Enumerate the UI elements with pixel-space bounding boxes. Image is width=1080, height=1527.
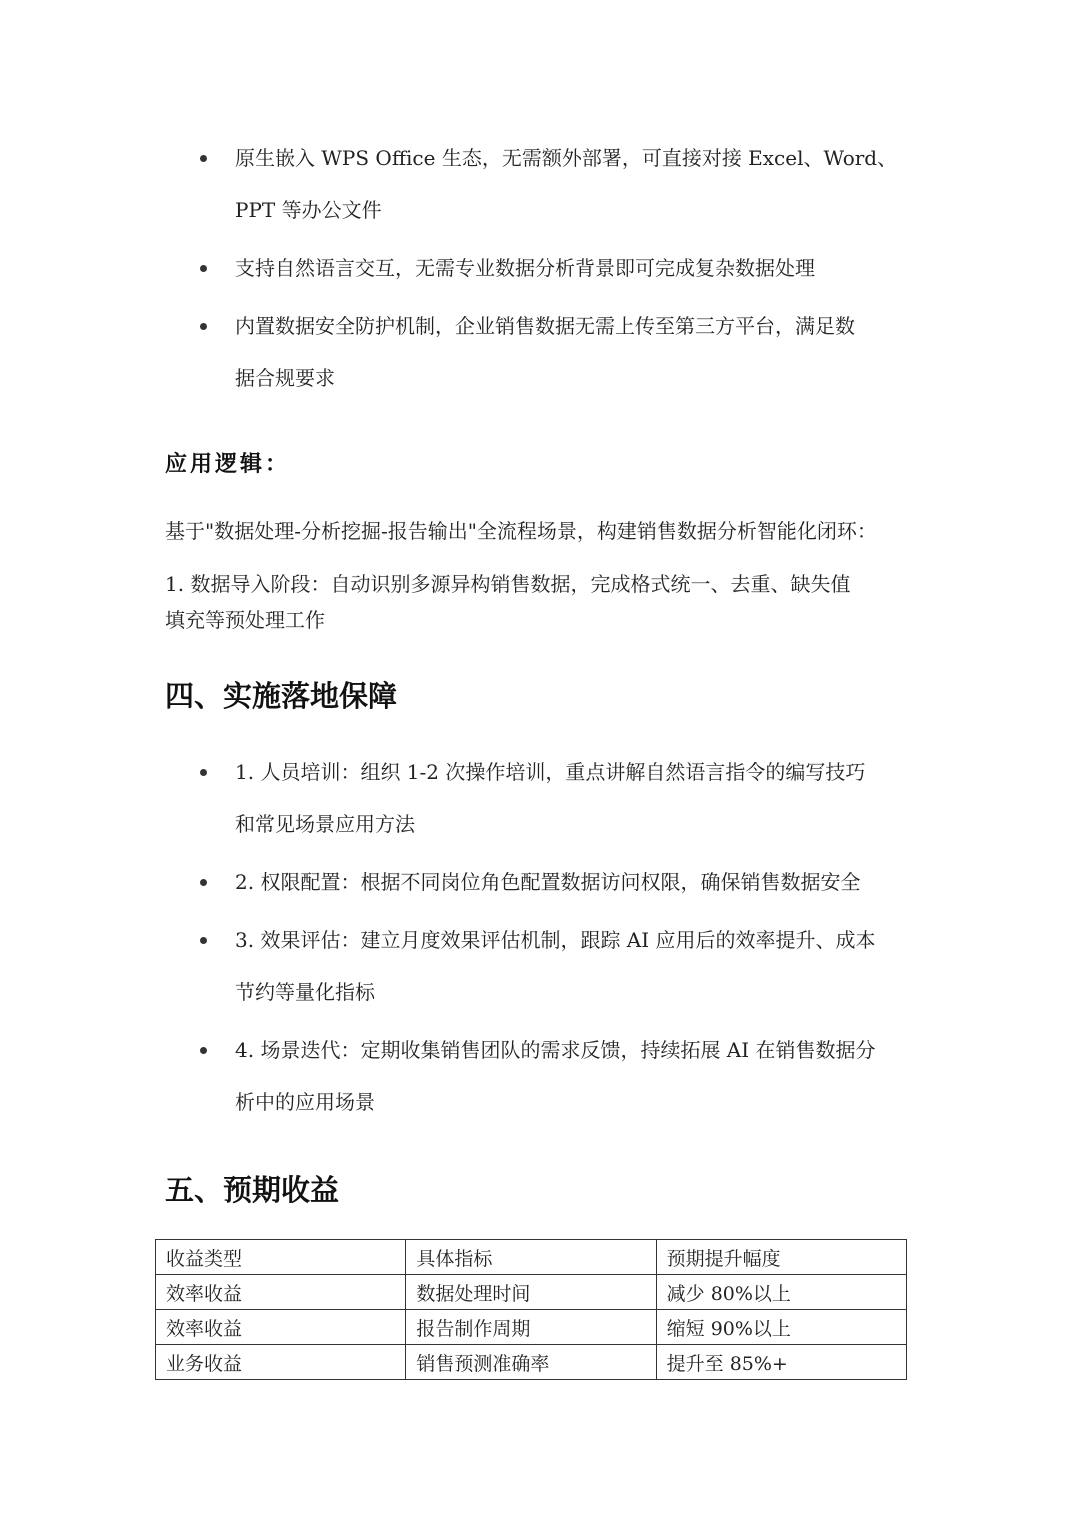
- table-header-cell: 具体指标: [406, 1240, 656, 1275]
- logic-step-line: 1. 数据导入阶段：自动识别多源异构销售数据，完成格式统一、去重、缺失值: [165, 572, 851, 596]
- table-cell: 提升至 85%+: [656, 1345, 906, 1380]
- table-cell: 缩短 90%以上: [656, 1310, 906, 1345]
- bullet-dot-icon: [200, 1047, 207, 1054]
- table-cell: 减少 80%以上: [656, 1275, 906, 1310]
- bullet-text-line: 原生嵌入 WPS Office 生态，无需额外部署，可直接对接 Excel、Word、: [235, 146, 898, 170]
- logic-heading: 应用逻辑：: [165, 451, 291, 477]
- table-row: [156, 1310, 907, 1345]
- table-cell: 效率收益: [156, 1310, 406, 1345]
- table-row: [156, 1275, 907, 1310]
- table-cell: 业务收益: [156, 1345, 406, 1380]
- intro-bullet-item: [200, 132, 930, 236]
- table-cell: 销售预测准确率: [406, 1345, 656, 1380]
- table-cell: 数据处理时间: [406, 1275, 656, 1310]
- bullet-text-line: 4. 场景迭代：定期收集销售团队的需求反馈，持续拓展 AI 在销售数据分: [235, 1038, 876, 1062]
- section4-bullet-item: [200, 914, 930, 1018]
- table-row: [156, 1345, 907, 1380]
- intro-bullet-item: [200, 242, 930, 294]
- section4-bullet-item: [200, 1024, 930, 1128]
- bullet-dot-icon: [200, 879, 207, 886]
- bullet-dot-icon: [200, 769, 207, 776]
- bullet-text-line: 内置数据安全防护机制，企业销售数据无需上传至第三方平台，满足数: [235, 314, 855, 338]
- logic-step-paragraph: [165, 566, 925, 638]
- bullet-text-line: PPT 等办公文件: [235, 198, 382, 222]
- bullet-text-line: 和常见场景应用方法: [235, 812, 415, 836]
- bullet-text-line: 节约等量化指标: [235, 980, 375, 1004]
- table-cell: 效率收益: [156, 1275, 406, 1310]
- table-header-cell: 预期提升幅度: [656, 1240, 906, 1275]
- bullet-text-line: 3. 效果评估：建立月度效果评估机制，跟踪 AI 应用后的效率提升、成本: [235, 928, 876, 952]
- benefit-table: [155, 1239, 907, 1380]
- logic-intro-paragraph: 基于"数据处理-分析挖掘-报告输出"全流程场景，构建销售数据分析智能化闭环：: [165, 519, 877, 543]
- bullet-text-line: 1. 人员培训：组织 1-2 次操作培训，重点讲解自然语言指令的编写技巧: [235, 760, 866, 784]
- section5-heading: 五、预期收益: [165, 1173, 340, 1207]
- intro-bullet-list: [200, 132, 930, 404]
- bullet-dot-icon: [200, 937, 207, 944]
- bullet-dot-icon: [200, 265, 207, 272]
- section4-bullet-item: [200, 746, 930, 850]
- table-cell: 报告制作周期: [406, 1310, 656, 1345]
- bullet-text-line: 析中的应用场景: [235, 1090, 375, 1114]
- bullet-dot-icon: [200, 155, 207, 162]
- bullet-text-line: 据合规要求: [235, 366, 335, 390]
- logic-step-line: 填充等预处理工作: [165, 608, 325, 632]
- bullet-text-line: 支持自然语言交互，无需专业数据分析背景即可完成复杂数据处理: [235, 256, 815, 280]
- bullet-dot-icon: [200, 323, 207, 330]
- table-header-row: [156, 1240, 907, 1275]
- section4-bullet-item: [200, 856, 930, 908]
- section4-bullet-list: [200, 746, 930, 1128]
- intro-bullet-item: [200, 300, 930, 404]
- table-header-cell: 收益类型: [156, 1240, 406, 1275]
- bullet-text-line: 2. 权限配置：根据不同岗位角色配置数据访问权限，确保销售数据安全: [235, 870, 861, 894]
- section4-heading: 四、实施落地保障: [165, 679, 398, 713]
